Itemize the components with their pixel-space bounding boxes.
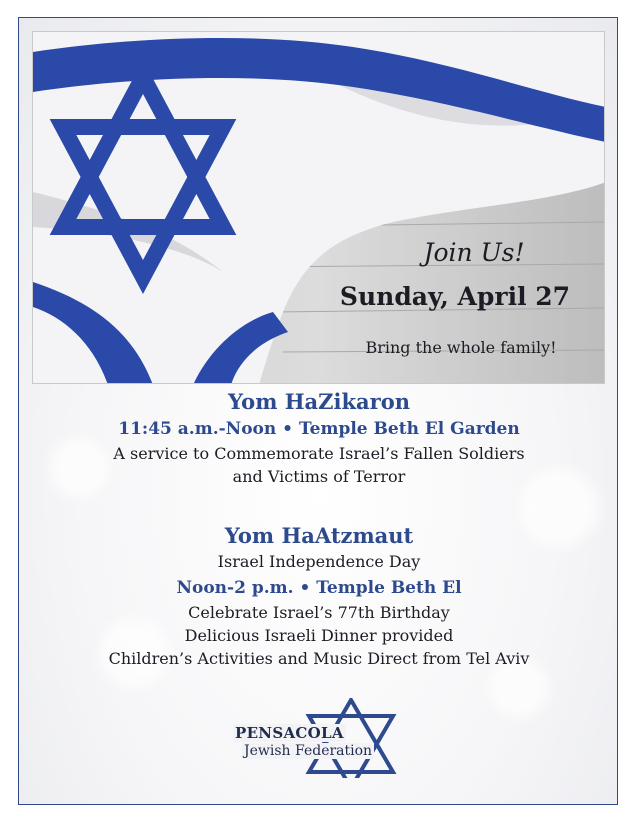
logo-subtitle: Jewish Federation (244, 743, 373, 759)
join-us-text: Join Us! (423, 238, 525, 267)
yom-haatzmaut-desc-3: Children’s Activities and Music Direct from Tel Aviv (108, 649, 530, 668)
yom-haatzmaut-subtitle: Israel Independence Day (217, 552, 421, 571)
yom-hazikaron-desc-1: A service to Commemorate Israel’s Fallen Soldiers (113, 444, 525, 463)
yom-haatzmaut-desc-1: Celebrate Israel’s 77th Birthday (188, 603, 450, 622)
flyer-frame (18, 17, 618, 805)
yom-hazikaron-section (19, 388, 618, 488)
yom-hazikaron-time: 11:45 a.m.-Noon • Temple Beth El Garden (118, 419, 520, 439)
yom-haatzmaut-section (19, 522, 618, 670)
pensacola-jewish-federation-logo (225, 698, 405, 778)
yom-haatzmaut-desc-2: Delicious Israeli Dinner provided (184, 626, 454, 645)
event-date: Sunday, April 27 (339, 282, 571, 311)
israel-flag-image (33, 32, 605, 384)
family-text: Bring the whole family! (365, 338, 557, 357)
hero-image (32, 31, 605, 384)
yom-hazikaron-title: Yom HaZikaron (228, 389, 410, 414)
yom-haatzmaut-title: Yom HaAtzmaut (224, 523, 414, 548)
yom-haatzmaut-time: Noon-2 p.m. • Temple Beth El (176, 578, 462, 598)
logo-name: PENSACOLA (235, 724, 344, 742)
yom-hazikaron-desc-2: and Victims of Terror (232, 467, 406, 486)
